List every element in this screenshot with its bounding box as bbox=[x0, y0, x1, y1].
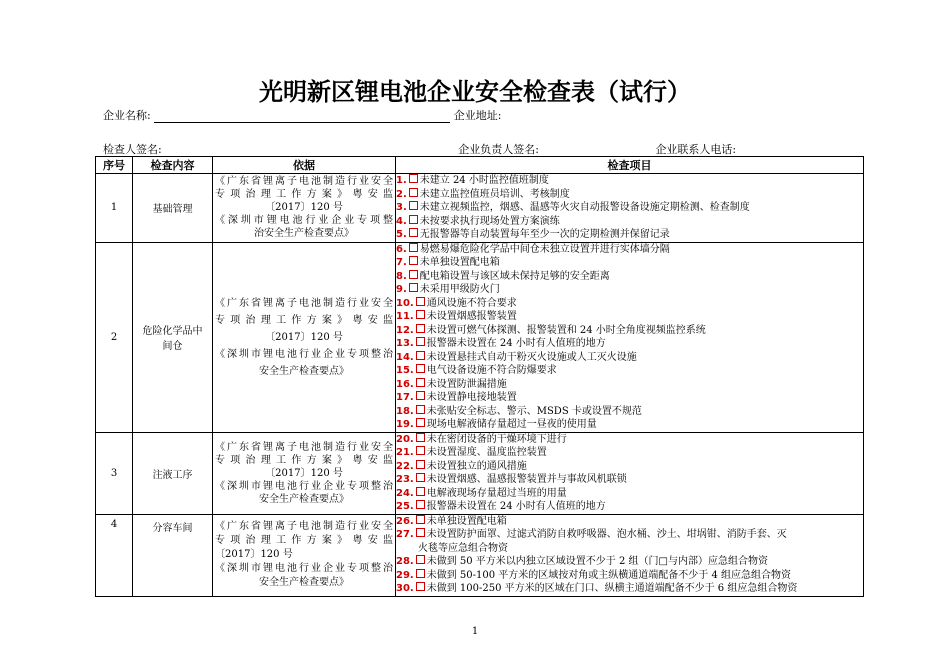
item-number: 8. bbox=[396, 270, 407, 282]
item-text: 未设置烟感、温感报警装置并与事故风机联锁 bbox=[426, 474, 627, 485]
item-number: 3. bbox=[396, 202, 407, 213]
checkbox-icon[interactable] bbox=[409, 256, 418, 265]
checkbox-icon[interactable] bbox=[416, 433, 425, 442]
item-text: 未设置防泄漏措施 bbox=[426, 378, 507, 390]
item-text: 未设置静电接地装置 bbox=[426, 392, 517, 403]
basis-line: 专 项 治 理 工 作 方 案 》 粤 安 监 bbox=[215, 189, 393, 201]
basis-line: 〔2017〕120 号 bbox=[265, 331, 343, 343]
basis-line: 专 项 治 理 工 作 方 案 》 粤 安 监 bbox=[215, 454, 393, 466]
item-number: 16. bbox=[396, 378, 414, 390]
check-item bbox=[396, 256, 863, 270]
check-item bbox=[396, 460, 863, 474]
checkbox-icon[interactable] bbox=[416, 378, 425, 387]
inspection-table bbox=[95, 156, 864, 597]
item-text: 报警器未设置在 24 小时有人值班的地方 bbox=[426, 338, 606, 349]
basis-line: 《广东省锂离子电池制造行业安全 bbox=[215, 441, 393, 453]
inspector-label: 检查人签名: bbox=[103, 143, 162, 156]
item-number: 9. bbox=[396, 284, 407, 295]
item-number: 12. bbox=[396, 324, 414, 336]
basis-line: 安全生产检查要点》 bbox=[259, 493, 349, 505]
checkbox-icon[interactable] bbox=[409, 243, 418, 252]
check-item bbox=[396, 500, 863, 514]
check-item bbox=[396, 487, 863, 501]
checkbox-icon[interactable] bbox=[416, 310, 425, 319]
checkbox-icon[interactable] bbox=[416, 528, 425, 537]
item-number: 27. bbox=[396, 529, 414, 540]
check-item bbox=[396, 297, 863, 311]
item-number: 30. bbox=[396, 583, 414, 594]
check-item bbox=[396, 405, 863, 419]
basis-line: 《广东省锂离子电池制造行业安全 bbox=[215, 297, 393, 309]
check-item bbox=[396, 283, 863, 297]
row-content: 注液工序 bbox=[133, 432, 213, 514]
item-number: 25. bbox=[396, 501, 414, 512]
page-number: 1 bbox=[471, 626, 479, 637]
col-header-content: 检查内容 bbox=[133, 157, 213, 174]
item-text: 电气设备设施不符合防爆要求 bbox=[426, 365, 557, 376]
table-row bbox=[96, 174, 864, 243]
item-text: 现场电解液储存量超过一昼夜的使用量 bbox=[426, 419, 597, 430]
check-item bbox=[396, 433, 863, 447]
item-text: 配电箱设置与该区域未保持足够的安全距离 bbox=[419, 270, 610, 282]
row-no: 2 bbox=[96, 242, 133, 432]
basis-line: 〔2017〕120 号 bbox=[265, 202, 343, 214]
table-row bbox=[96, 514, 864, 596]
item-text: 易燃易爆危险化学品中间仓未独立设置并进行实体墙分隔 bbox=[419, 243, 670, 255]
basis-line: 治安全生产检查要点》 bbox=[254, 228, 354, 240]
item-text: 未建立视频监控，烟感、温感等火灾自动报警设备设施定期检测、检查制度 bbox=[419, 202, 750, 213]
item-text: 未做到 100-250 平方米的区域在门口、纵横主通道端配备不少于 6 组应急组合物资 bbox=[426, 583, 798, 594]
item-number: 13. bbox=[396, 338, 414, 349]
basis-line: 《广东省锂离子电池制造行业安全 bbox=[215, 176, 393, 188]
page-title: 光明新区锂电池企业安全检查表（试行） bbox=[259, 78, 691, 106]
row-no: 3 bbox=[96, 432, 133, 514]
check-item bbox=[396, 569, 863, 583]
row-content: 基础管理 bbox=[133, 174, 213, 243]
signature-row bbox=[103, 141, 736, 157]
check-item bbox=[396, 201, 863, 215]
item-number: 19. bbox=[396, 419, 414, 430]
item-text: 未设置可燃气体探测、报警装置和 24 小时全角度视频监控系统 bbox=[426, 324, 706, 336]
checkbox-icon[interactable] bbox=[409, 174, 418, 183]
row-items bbox=[396, 514, 864, 596]
check-item bbox=[396, 310, 863, 324]
check-item bbox=[396, 188, 863, 202]
check-item bbox=[396, 351, 863, 365]
check-item bbox=[396, 364, 863, 378]
checkbox-icon[interactable] bbox=[416, 487, 425, 496]
item-text: 未做到 50-100 平方米的区域按对角或主纵横通道端配备不少于 4 组应急组合物资 bbox=[426, 569, 791, 581]
check-item bbox=[396, 324, 863, 338]
checkbox-icon[interactable] bbox=[409, 283, 418, 292]
item-text: 报警器未设置在 24 小时有人值班的地方 bbox=[426, 501, 606, 512]
item-number: 5. bbox=[396, 229, 407, 240]
checkbox-icon[interactable] bbox=[416, 418, 425, 427]
checkbox-icon[interactable] bbox=[416, 324, 425, 333]
checkbox-icon[interactable] bbox=[416, 391, 425, 400]
row-no: 1 bbox=[96, 174, 133, 243]
company-name-row bbox=[103, 107, 505, 123]
item-number: 14. bbox=[396, 351, 414, 363]
basis-line: 《深圳市锂电池行业企业专项整治 bbox=[215, 348, 393, 360]
company-name-field[interactable] bbox=[154, 111, 450, 123]
basis-line: 〔2017〕120 号 bbox=[215, 549, 293, 560]
col-header-basis: 依据 bbox=[213, 157, 396, 174]
item-text: 未在密闭设备的干燥环境下进行 bbox=[426, 433, 567, 445]
item-text: 未设置悬挂式自动干粉灭火设施或人工灭火设施 bbox=[426, 351, 637, 363]
check-item bbox=[396, 446, 863, 460]
item-text: 未按要求执行现场处置方案演练 bbox=[419, 215, 560, 227]
checkbox-icon[interactable] bbox=[416, 500, 425, 509]
check-item bbox=[396, 473, 863, 487]
row-items bbox=[396, 432, 864, 514]
item-text: 通风设施不符合要求 bbox=[426, 297, 517, 309]
col-header-items: 检查项目 bbox=[396, 157, 864, 174]
check-item bbox=[396, 270, 863, 284]
checkbox-icon[interactable] bbox=[409, 188, 418, 197]
basis-line: 《深圳市锂电池行业企业专项整 bbox=[215, 215, 393, 227]
row-items bbox=[396, 174, 864, 243]
basis-line: 《广东省锂离子电池制造行业安全 bbox=[215, 521, 393, 532]
table-header-row bbox=[96, 157, 864, 174]
check-item bbox=[396, 555, 863, 569]
check-item bbox=[396, 228, 863, 242]
item-number: 21. bbox=[396, 447, 414, 458]
checkbox-icon[interactable] bbox=[409, 228, 418, 237]
checkbox-icon[interactable] bbox=[416, 446, 425, 455]
item-text: 未建立监控值班员培训、考核制度 bbox=[419, 188, 570, 200]
check-item bbox=[396, 243, 863, 257]
checkbox-icon[interactable] bbox=[416, 473, 425, 482]
row-basis bbox=[213, 514, 396, 596]
check-item bbox=[396, 378, 863, 392]
checkbox-icon[interactable] bbox=[416, 364, 425, 373]
item-text: 未建立 24 小时监控值班制度 bbox=[419, 175, 549, 186]
check-item bbox=[396, 174, 863, 188]
item-number: 26. bbox=[396, 515, 414, 527]
item-number: 17. bbox=[396, 392, 414, 403]
item-number: 7. bbox=[396, 257, 407, 268]
row-basis bbox=[213, 242, 396, 432]
item-text: 未做到 50 平方米以内独立区域设置不少于 2 组（门□与内部）应急组合物资 bbox=[426, 556, 768, 567]
item-text: 未设置独立的通风措施 bbox=[426, 460, 527, 472]
checkbox-icon[interactable] bbox=[416, 405, 425, 414]
checkbox-icon[interactable] bbox=[409, 270, 418, 279]
item-number: 29. bbox=[396, 569, 414, 581]
item-text: 未设置烟感报警装置 bbox=[426, 311, 517, 322]
checkbox-icon[interactable] bbox=[416, 569, 425, 578]
basis-line: 安全生产检查要点》 bbox=[259, 365, 349, 377]
row-items bbox=[396, 242, 864, 432]
basis-line: 〔2017〕120 号 bbox=[265, 467, 343, 479]
item-number: 22. bbox=[396, 460, 414, 472]
item-number: 10. bbox=[396, 297, 414, 309]
row-no: 4 bbox=[96, 514, 133, 596]
contact-label: 企业联系人电话: bbox=[655, 143, 737, 156]
row-content: 危险化学品中间仓 bbox=[133, 242, 213, 432]
checkbox-icon[interactable] bbox=[416, 515, 425, 524]
checkbox-icon[interactable] bbox=[416, 351, 425, 360]
item-number: 23. bbox=[396, 474, 414, 485]
check-item bbox=[396, 391, 863, 405]
item-number: 20. bbox=[396, 433, 414, 445]
item-number: 2. bbox=[396, 188, 407, 200]
check-item bbox=[396, 337, 863, 351]
check-item bbox=[396, 528, 863, 555]
row-basis bbox=[213, 432, 396, 514]
basis-line: 《深圳市锂电池行业企业专项整治 bbox=[215, 480, 393, 492]
company-address-label: 企业地址: bbox=[453, 109, 502, 122]
basis-line: 《深圳市锂电池行业企业专项整治 bbox=[215, 563, 393, 574]
item-number: 6. bbox=[396, 243, 407, 255]
basis-line: 专 项 治 理 工 作 方 案 》 粤 安 监 bbox=[215, 535, 393, 546]
item-text: 未设置防护面罩、过滤式消防自救呼吸器、泡水桶、沙土、坩埚钳、消防手套、灭 bbox=[426, 529, 787, 540]
item-number: 11. bbox=[396, 311, 414, 322]
checkbox-icon[interactable] bbox=[416, 582, 425, 591]
basis-line: 安全生产检查要点》 bbox=[259, 577, 349, 588]
item-number: 15. bbox=[396, 365, 414, 376]
check-item bbox=[396, 582, 863, 596]
table-row bbox=[96, 432, 864, 514]
item-text: 电解液现场存量超过当班的用量 bbox=[426, 487, 567, 499]
col-header-no: 序号 bbox=[96, 157, 133, 174]
item-number: 4. bbox=[396, 215, 407, 227]
item-text: 未设置湿度、温度监控装置 bbox=[426, 447, 547, 458]
item-text: 未单独设置配电箱 bbox=[426, 515, 507, 527]
company-name-label: 企业名称: bbox=[103, 109, 151, 122]
checkbox-icon[interactable] bbox=[409, 215, 418, 224]
check-item bbox=[396, 515, 863, 529]
item-number: 1. bbox=[396, 175, 407, 186]
responsible-label: 企业负责人签名: bbox=[458, 143, 539, 156]
item-text-continued: 火毯等应急组合物资 bbox=[418, 542, 508, 554]
checkbox-icon[interactable] bbox=[416, 297, 425, 306]
checkbox-icon[interactable] bbox=[416, 460, 425, 469]
item-number: 28. bbox=[396, 556, 414, 567]
row-content: 分容车间 bbox=[133, 514, 213, 596]
check-item bbox=[396, 418, 863, 432]
checkbox-icon[interactable] bbox=[416, 337, 425, 346]
checkbox-icon[interactable] bbox=[409, 201, 418, 210]
checkbox-icon[interactable] bbox=[416, 555, 425, 564]
item-number: 24. bbox=[396, 487, 414, 499]
item-text: 未单独设置配电箱 bbox=[419, 257, 500, 268]
table-row bbox=[96, 242, 864, 432]
basis-line: 专 项 治 理 工 作 方 案 》 粤 安 监 bbox=[215, 314, 393, 326]
item-text: 无报警器等自动装置每年至少一次的定期检测并保留记录 bbox=[419, 229, 670, 240]
item-text: 未张贴安全标志、警示、MSDS 卡或设置不规范 bbox=[426, 405, 642, 417]
check-item bbox=[396, 215, 863, 229]
row-basis bbox=[213, 174, 396, 243]
item-text: 未采用甲级防火门 bbox=[419, 284, 500, 295]
item-number: 18. bbox=[396, 405, 414, 417]
